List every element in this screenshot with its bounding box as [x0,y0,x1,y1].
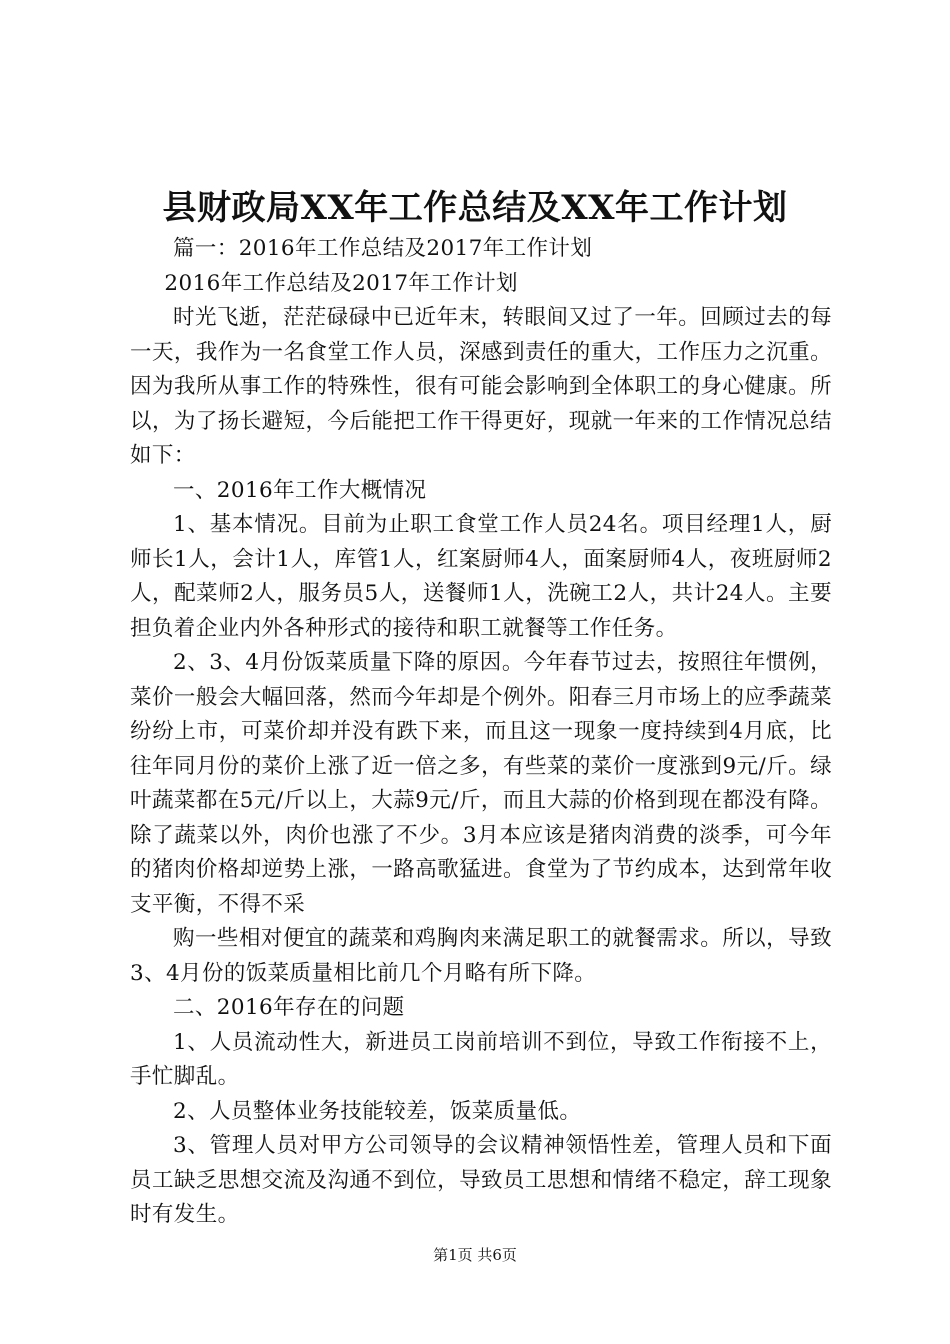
body-paragraph: 2、3、4月份饭菜质量下降的原因。今年春节过去，按照往年惯例，菜价一般会大幅回落，然而今年却是个例外。阳春三月市场上的应季蔬菜纷纷上市，可菜价却并没有跌下来，而且这一现象一度持续到4月底，比往年同月份的菜价上涨了近一倍之多，有些菜的菜价一度涨到9元/斤。绿叶蔬菜都在5元/斤以上，大蒜9元/斤，而且大蒜的价格到现在都没有降。除了蔬菜以外，肉价也涨了不少。3月本应该是猪肉消费的淡季，可今年的猪肉价格却逆势上涨，一路高歌猛进。食堂为了节约成本，达到常年收支平衡，不得不采 [130,650,832,917]
body-paragraph: 购一些相对便宜的蔬菜和鸡胸肉来满足职工的就餐需求。所以，导致3、4月份的饭菜质量相比前几个月略有所下降。 [130,926,832,986]
section-heading: 篇一：2016年工作总结及2017年工作计划 [173,236,593,261]
intro-paragraph: 时光飞逝，茫茫碌碌中已近年末，转眼间又过了一年。回顾过去的每一天，我作为一名食堂工作人员，深感到责任的重大，工作压力之沉重。因为我所从事工作的特殊性，很有可能会影响到全体职工的身心健康。所以，为了扬长避短，今后能把工作干得更好，现就一年来的工作情况总结如下： [130,305,832,468]
page-number-footer: 第1页 共6页 [433,1246,517,1264]
document-body [130,232,832,1233]
body-paragraph: 1、基本情况。目前为止职工食堂工作人员24名。项目经理1人，厨师长1人，会计1人，库管1人，红案厨师4人，面案厨师4人，夜班厨师2人，配菜师2人，服务员5人，送餐师1人，洗碗工2人，共计24人。主要担负着企业内外各种形式的接待和职工就餐等工作任务。 [130,512,832,641]
list-item: 2、人员整体业务技能较差，饭菜质量低。 [173,1098,582,1124]
section-heading: 二、2016年存在的问题 [173,995,405,1020]
section-heading: 一、2016年工作大概情况 [173,477,427,503]
subtitle: 2016年工作总结及2017年工作计划 [164,270,518,296]
document-title: 县财政局XX年工作总结及XX年工作计划 [162,188,788,228]
list-item: 1、人员流动性大，新进员工岗前培训不到位，导致工作衔接不上，手忙脚乱。 [130,1029,832,1089]
list-item: 3、管理人员对甲方公司领导的会议精神领悟性差，管理人员和下面员工缺乏思想交流及沟通不到位，导致员工思想和情绪不稳定，辞工现象时有发生。 [130,1133,832,1227]
